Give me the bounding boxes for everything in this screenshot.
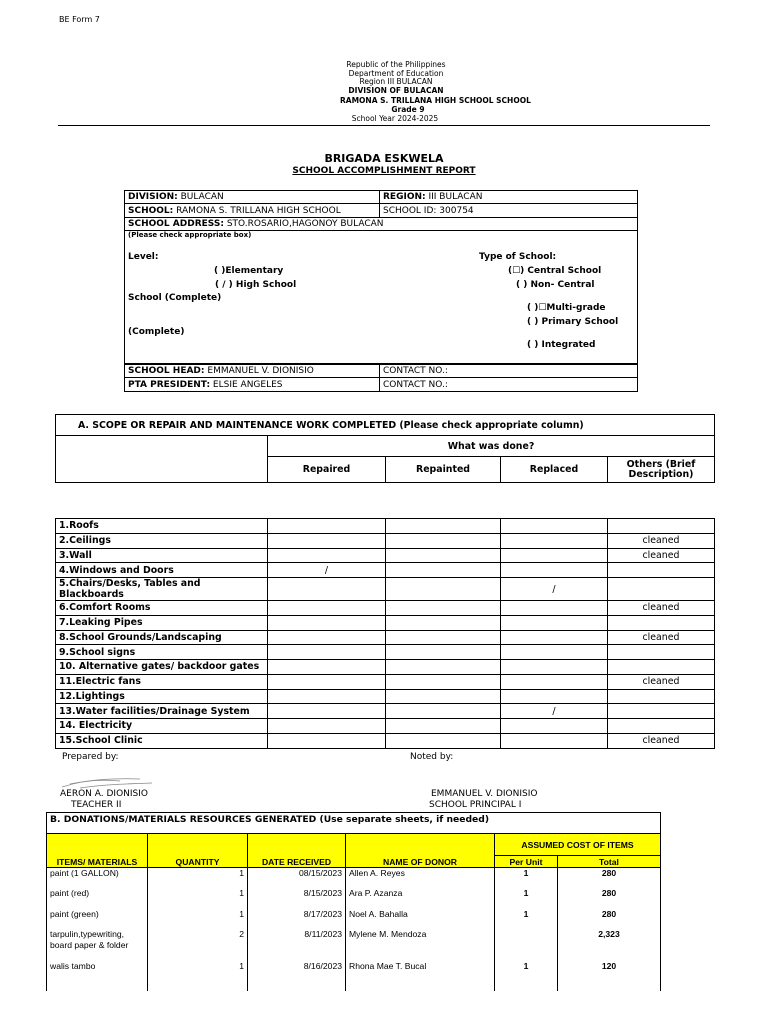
cell-repainted	[386, 704, 501, 719]
table-row	[56, 674, 715, 689]
cell-repainted	[386, 689, 501, 704]
contacts-table	[124, 364, 638, 392]
table-row	[56, 630, 715, 645]
col-others: Others (Brief Description)	[608, 457, 715, 483]
preparer-title: TEACHER II	[71, 800, 122, 810]
col-items: ITEMS/ MATERIALS	[47, 834, 148, 868]
type-integrated: ( ) Integrated	[527, 340, 596, 350]
pta-contact-cell: CONTACT NO.:	[380, 378, 638, 391]
header-line: Department of Education	[348, 68, 444, 78]
donation-per-unit: 1	[495, 868, 558, 888]
cell-others: cleaned	[608, 533, 715, 548]
cell-repaired	[268, 719, 386, 734]
table-row	[47, 961, 661, 991]
cell-repaired	[268, 704, 386, 719]
cell-repainted	[386, 719, 501, 734]
noter-title: SCHOOL PRINCIPAL I	[429, 800, 522, 810]
work-item-label: 6.Comfort Rooms	[56, 601, 268, 616]
donation-qty: 1	[148, 888, 248, 909]
work-item-label: 7.Leaking Pipes	[56, 615, 268, 630]
cell-repainted	[386, 563, 501, 578]
cell-replaced	[501, 519, 608, 534]
header-school-year: School Year 2024-2025	[351, 114, 439, 123]
cell-replaced	[501, 719, 608, 734]
col-replaced: Replaced	[501, 457, 608, 483]
letterhead	[296, 61, 496, 95]
table-row	[56, 615, 715, 630]
donation-donor: Noel A. Bahalla	[346, 909, 495, 929]
cell-others	[608, 660, 715, 675]
cell-repaired	[268, 630, 386, 645]
level-label: Level:	[128, 252, 159, 262]
work-item-label: 2.Ceilings	[56, 533, 268, 548]
donation-qty: 2	[148, 929, 248, 961]
donation-per-unit: 1	[495, 961, 558, 991]
cell-repainted	[386, 578, 501, 601]
table-row	[56, 645, 715, 660]
cell-repainted	[386, 601, 501, 616]
table-row	[56, 578, 715, 601]
donation-date: 8/15/2023	[248, 888, 346, 909]
donation-item: paint (green)	[47, 909, 148, 929]
cell-others	[608, 689, 715, 704]
section-a-header	[55, 414, 715, 483]
type-noncentral: ( ) Non- Central	[516, 280, 595, 290]
report-subtitle: SCHOOL ACCOMPLISHMENT REPORT	[292, 166, 476, 176]
header-school: RAMONA S. TRILLANA HIGH SCHOOL SCHOOL	[340, 96, 531, 105]
header-grade: Grade 9	[391, 105, 425, 114]
donation-date: 8/17/2023	[248, 909, 346, 929]
table-row	[56, 719, 715, 734]
col-total: Total	[558, 856, 661, 868]
level-elementary: ( )Elementary	[214, 266, 284, 276]
donation-donor: Allen A. Reyes	[346, 868, 495, 888]
donation-per-unit: 1	[495, 888, 558, 909]
cell-others: cleaned	[608, 733, 715, 748]
table-row	[56, 519, 715, 534]
cell-repaired	[268, 660, 386, 675]
donation-item: paint (1 GALLON)	[47, 868, 148, 888]
cell-repainted	[386, 548, 501, 563]
division-cell: DIVISION: BULACAN	[125, 191, 380, 204]
cell-repaired	[268, 674, 386, 689]
col-donor: NAME OF DONOR	[346, 834, 495, 868]
donation-date: 8/11/2023	[248, 929, 346, 961]
donation-donor: Rhona Mae T. Bucal	[346, 961, 495, 991]
work-items-table	[55, 518, 715, 749]
cell-replaced	[501, 615, 608, 630]
cell-others	[608, 704, 715, 719]
cell-others	[608, 578, 715, 601]
donation-donor: Mylene M. Mendoza	[346, 929, 495, 961]
check-note: (Please check appropriate box)	[128, 231, 252, 239]
cell-others	[608, 645, 715, 660]
cell-replaced	[501, 645, 608, 660]
cell-others: cleaned	[608, 630, 715, 645]
donation-date: 08/15/2023	[248, 868, 346, 888]
table-row	[47, 929, 661, 961]
cell-repaired	[268, 689, 386, 704]
pta-president-cell: PTA PRESIDENT: ELSIE ANGELES	[125, 378, 380, 391]
type-multigrade: ( )☐Multi-grade	[527, 303, 606, 313]
donations-table	[46, 833, 661, 991]
cell-others: cleaned	[608, 601, 715, 616]
work-item-label: 10. Alternative gates/ backdoor gates	[56, 660, 268, 675]
donation-total: 280	[558, 909, 661, 929]
cell-repainted	[386, 645, 501, 660]
cell-others	[608, 519, 715, 534]
col-date: DATE RECEIVED	[248, 834, 346, 868]
cell-replaced	[501, 533, 608, 548]
donation-donor: Ara P. Azanza	[346, 888, 495, 909]
complete-label: (Complete)	[128, 327, 185, 337]
header-line: Region III BULACAN	[359, 77, 433, 87]
info-table	[124, 190, 638, 231]
cell-replaced	[501, 630, 608, 645]
noter-name: EMMANUEL V. DIONISIO	[431, 789, 538, 799]
cell-repainted	[386, 615, 501, 630]
school-cell: SCHOOL: RAMONA S. TRILLANA HIGH SCHOOL	[125, 204, 380, 217]
col-per-unit: Per Unit	[495, 856, 558, 868]
school-id-cell: SCHOOL ID: 300754	[380, 204, 638, 217]
work-item-label: 15.School Clinic	[56, 733, 268, 748]
type-label: Type of School:	[479, 252, 557, 262]
cell-replaced	[501, 601, 608, 616]
donation-qty: 1	[148, 961, 248, 991]
table-row	[56, 548, 715, 563]
header-line: Republic of the Philippines	[346, 60, 446, 69]
table-row	[56, 704, 715, 719]
cell-others: cleaned	[608, 674, 715, 689]
cell-replaced	[501, 689, 608, 704]
donation-item: paint (red)	[47, 888, 148, 909]
donation-item: tarpulin,typewriting, board paper & folder	[47, 929, 148, 961]
type-central: (☐) Central School	[508, 266, 602, 276]
school-head-cell: SCHOOL HEAD: EMMANUEL V. DIONISIO	[125, 365, 380, 378]
region-cell: REGION: III BULACAN	[380, 191, 638, 204]
cell-repaired	[268, 601, 386, 616]
report-title: BRIGADA ESKWELA	[324, 152, 444, 165]
col-cost: ASSUMED COST OF ITEMS	[495, 834, 661, 856]
donation-total: 120	[558, 961, 661, 991]
cell-repainted	[386, 674, 501, 689]
section-b-title: B. DONATIONS/MATERIALS RESOURCES GENERATED (Use separate sheets, if needed)	[46, 812, 661, 833]
cell-repaired	[268, 645, 386, 660]
cell-repaired	[268, 615, 386, 630]
work-item-label: 9.School signs	[56, 645, 268, 660]
section-a-blank	[56, 436, 268, 483]
cell-others	[608, 719, 715, 734]
donation-qty: 1	[148, 868, 248, 888]
donation-total: 2,323	[558, 929, 661, 961]
cell-others	[608, 563, 715, 578]
donation-date: 8/16/2023	[248, 961, 346, 991]
type-primary: ( ) Primary School	[527, 317, 619, 327]
col-repainted: Repainted	[386, 457, 501, 483]
work-item-label: 4.Windows and Doors	[56, 563, 268, 578]
level-type-box	[124, 230, 638, 364]
form-label: BE Form 7	[59, 15, 100, 24]
cell-repainted	[386, 519, 501, 534]
prepared-by-label: Prepared by:	[62, 752, 119, 762]
preparer-name: AERON A. DIONISIO	[60, 789, 149, 799]
donation-qty: 1	[148, 909, 248, 929]
work-item-label: 5.Chairs/Desks, Tables and Blackboards	[56, 578, 268, 601]
head-contact-cell: CONTACT NO.:	[380, 365, 638, 378]
col-quantity: QUANTITY	[148, 834, 248, 868]
table-row	[47, 868, 661, 888]
work-item-label: 13.Water facilities/Drainage System	[56, 704, 268, 719]
cell-repaired	[268, 578, 386, 601]
address-cell: SCHOOL ADDRESS: STO.ROSARIO,HAGONOY BULACAN	[125, 217, 638, 230]
cell-replaced: /	[501, 578, 608, 601]
table-row	[56, 563, 715, 578]
cell-repaired	[268, 519, 386, 534]
donation-per-unit	[495, 929, 558, 961]
work-item-label: 3.Wall	[56, 548, 268, 563]
cell-replaced	[501, 660, 608, 675]
header-division: DIVISION OF BULACAN	[348, 85, 444, 95]
cell-repainted	[386, 630, 501, 645]
cell-replaced	[501, 733, 608, 748]
work-item-label: 14. Electricity	[56, 719, 268, 734]
donation-item: walis tambo	[47, 961, 148, 991]
table-row	[47, 909, 661, 929]
cell-repainted	[386, 660, 501, 675]
table-row	[56, 660, 715, 675]
cell-repainted	[386, 533, 501, 548]
school-complete: School (Complete)	[128, 293, 222, 303]
noted-by-label: Noted by:	[410, 752, 454, 762]
cell-replaced: /	[501, 704, 608, 719]
cell-replaced	[501, 563, 608, 578]
cell-repaired	[268, 733, 386, 748]
cell-repaired	[268, 533, 386, 548]
table-row	[56, 533, 715, 548]
section-a-title: A. SCOPE OR REPAIR AND MAINTENANCE WORK COMPLETED (Please check appropriate column)	[56, 415, 715, 436]
cell-others	[608, 615, 715, 630]
cell-replaced	[501, 674, 608, 689]
cell-replaced	[501, 548, 608, 563]
level-highschool: ( / ) High School	[215, 280, 297, 290]
col-repaired: Repaired	[268, 457, 386, 483]
table-row	[56, 733, 715, 748]
work-item-label: 11.Electric fans	[56, 674, 268, 689]
work-item-label: 1.Roofs	[56, 519, 268, 534]
table-row	[47, 888, 661, 909]
work-item-label: 8.School Grounds/Landscaping	[56, 630, 268, 645]
table-row	[56, 601, 715, 616]
cell-others: cleaned	[608, 548, 715, 563]
cell-repaired	[268, 548, 386, 563]
header-rule	[58, 125, 710, 126]
donation-total: 280	[558, 868, 661, 888]
table-row	[56, 689, 715, 704]
cell-repainted	[386, 733, 501, 748]
donation-total: 280	[558, 888, 661, 909]
work-item-label: 12.Lightings	[56, 689, 268, 704]
what-was-done: What was done?	[268, 436, 715, 457]
donation-per-unit: 1	[495, 909, 558, 929]
cell-repaired: /	[268, 563, 386, 578]
